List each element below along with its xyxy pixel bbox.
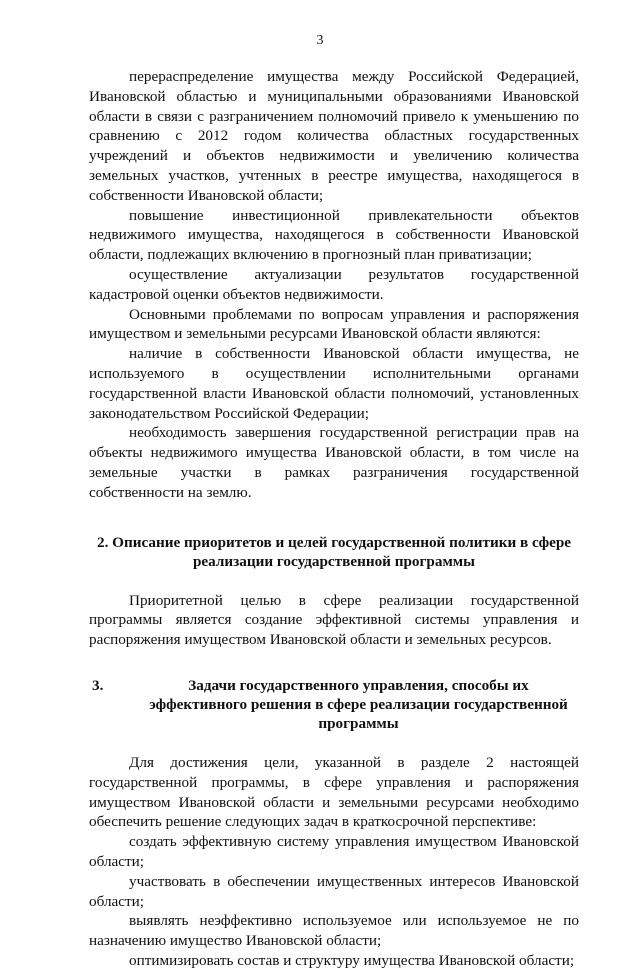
paragraph-unused-property: наличие в собственности Ивановской области имущества, не используемого в осуществлении исполнительными органами государственной власти Ивановской области полномочий, установленных законодательством Российской Федерации; (89, 345, 579, 422)
section-2-title: Описание приоритетов и целей государственной политики в сфере реализации государственной программы (112, 533, 572, 570)
paragraph-main-problems: Основными проблемами по вопросам управления и распоряжения имуществом и земельными ресурсами Ивановской области являются: (89, 305, 579, 343)
section-2-paragraph: Приоритетной целью в сфере реализации государственной программы является создание эффективной системы управления и распоряжения имуществом Ивановской области и земельных ресурсов. (89, 591, 579, 649)
task-item: участвовать в обеспечении имущественных интересов Ивановской области; (89, 872, 579, 910)
section-2-heading (89, 533, 579, 571)
paragraph-registration: необходимость завершения государственной регистрации прав на объекты недвижимого имущества Ивановской области, в том числе на земельные участки в рамках разграничения государственной собственности на землю. (89, 424, 579, 501)
section-3-number: 3. (92, 676, 104, 694)
section-3-intro: Для достижения цели, указанной в разделе 2 настоящей государственной программы, в сфере управления и распоряжения имуществом Ивановской области и земельными ресурсами необходимо обеспечить решение следующих задач в краткосрочной перспективе: (89, 753, 579, 831)
paragraph-redistribution: перераспределение имущества между Российской Федерацией, Ивановской областью и муниципальными образованиями Ивановской области в связи с разграничением полномочий привело к уменьшению по сравнению с 2012 годом количества областных государственных учреждений и объектов недвижимости и увеличению количества земельных участков, учтенных в реестре имущества, находящегося в собственности Ивановской области; (89, 68, 579, 204)
section-3-heading (89, 676, 579, 733)
page-number: 3 (316, 33, 324, 48)
paragraph-investment: повышение инвестиционной привлекательности объектов недвижимого имущества, находящегося в собственности Ивановской области, подлежащих включению в прогнозный план приватизации; (89, 206, 579, 264)
section-3-title: Задачи государственного управления, способы их эффективного решения в сфере реализации государственной программы (149, 676, 568, 732)
task-item: оптимизировать состав и структуру имущества Ивановской области; (129, 951, 575, 969)
task-item: выявлять неэффективно используемое или используемое не по назначению имущество Ивановской области; (89, 912, 579, 950)
task-item: создать эффективную систему управления имуществом Ивановской области; (89, 833, 579, 870)
document-body (89, 67, 579, 971)
section-2-number: 2. (96, 533, 109, 551)
paragraph-cadastral: осуществление актуализации результатов государственной кадастровой оценки объектов недвижимости. (89, 265, 579, 303)
